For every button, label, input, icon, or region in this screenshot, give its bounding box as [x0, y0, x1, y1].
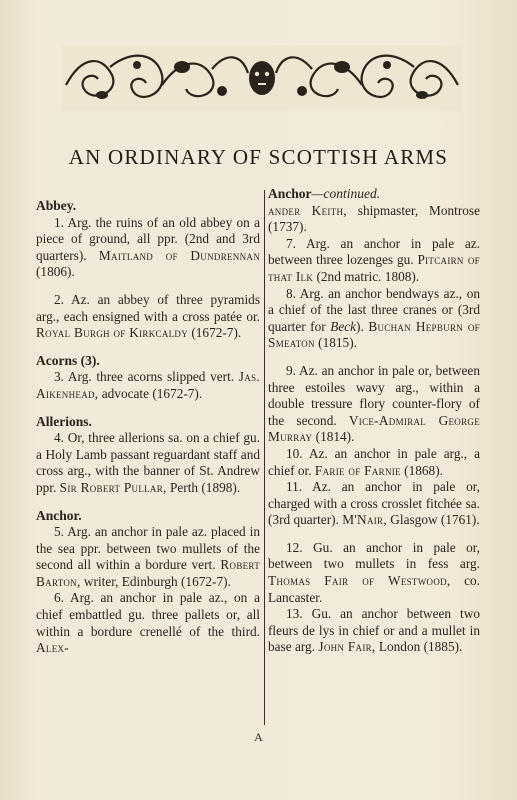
armiger-name: ander Keith,: [268, 202, 347, 218]
heading-acorns: Acorns (3).: [36, 352, 100, 368]
entry-7: 7. Arg. an anchor in pale az. between three lozenges gu. Pitcairn of that Ilk (2nd matric. 1808).: [268, 235, 480, 284]
entry-4: 4. Or, three allerions sa. on a chief gu. a Holy Lamb passant reguardant staff and cross arg., with the banner of St. Andrew ppr. Sir Robert Pullar, Perth (1898).: [36, 430, 260, 495]
armiger-name: Pitcairn of that Ilk: [268, 252, 480, 284]
entry-6-continued: ander Keith, shipmaster, Montrose (1737).: [268, 202, 480, 235]
page-title: AN ORDINARY OF SCOTTISH ARMS: [68, 145, 449, 169]
heading-anchor-continued: Anchor—continued.: [268, 186, 381, 201]
armiger-name: Thomas Fair of Westwood,: [268, 573, 451, 589]
armiger-name: John Fair,: [318, 639, 376, 655]
entry-10: 10. Az. an anchor in pale arg., a chief or. Farie of Farnie (1868).: [268, 445, 480, 478]
armiger-name: Farie of Farnie: [314, 462, 401, 478]
armiger-name: Buchan Hepburn of Smeaton: [268, 318, 480, 351]
column-divider: [264, 190, 265, 725]
armiger-name: Maitland of Dundrennan: [98, 247, 261, 263]
entry-6: 6. Arg. an anchor in pale az., on a chief embattled gu. three pallets or, all within a bordure crenellé of the third. Alex-: [36, 590, 260, 656]
entry-2: 2. Az. an abbey of three pyramids arg., each ensigned with a cross patée or. Royal Burgh of Kirkcaldy (1672-7).: [36, 291, 260, 341]
left-column: [36, 198, 260, 657]
entry-8: 8. Arg. an anchor bendways az., on a chief of the last three cranes or (3rd quarter for Beck). Buchan Hepburn of Smeaton (1815).: [268, 285, 480, 351]
foliate-scroll-ornament-icon: [62, 45, 462, 111]
heading-allerions: Allerions.: [36, 413, 92, 429]
entry-1: 1. Arg. the ruins of an old abbey on a piece of ground, all ppr. (2nd and 3rd quarters). Maitland of Dundrennan (1806).: [36, 214, 261, 280]
armiger-name: Robert Barton,: [36, 557, 260, 589]
armiger-name: Royal Burgh of Kirkcaldy: [36, 325, 189, 341]
armiger-name: Vice-Admiral George Murray: [268, 412, 480, 445]
armiger-name: M'Nair,: [342, 512, 387, 528]
heading-abbey: Abbey.: [36, 198, 77, 213]
entry-3: 3. Arg. three acorns slipped vert. Jas. Aikenhead, advocate (1672-7).: [36, 369, 260, 401]
entry-12: 12. Gu. an anchor in pale or, between two mullets in fess arg. Thomas Fair of Westwood, co. Lancaster.: [268, 539, 480, 605]
armiger-name: Alex-: [36, 640, 70, 656]
heading-anchor: Anchor.: [36, 507, 82, 523]
armiger-name: Jas. Aikenhead,: [36, 369, 260, 401]
entry-11: 11. Az. an anchor in pale or, charged with a cross crosslet fitchée sa. (3rd quarter). M'Nair, Glasgow (1761).: [268, 479, 480, 528]
entry-9: 9. Az. an anchor in pale or, between three estoiles wavy arg., within a double tressure flory counter-flory of the second. Vice-Admiral George Murray (1814).: [268, 362, 480, 445]
armiger-name: Sir Robert Pullar,: [59, 479, 167, 495]
entry-5: 5. Arg. an anchor in pale az. placed in the sea ppr. between two mullets of the second all within a bordure vert. Robert Barton, writer, Edinburgh (1672-7).: [36, 524, 260, 589]
right-column: [268, 186, 480, 656]
signature-mark: A: [254, 730, 263, 744]
entry-13: 13. Gu. an anchor between two fleurs de lys in chief or and a mullet in base arg. John Fair, London (1885).: [268, 606, 480, 655]
